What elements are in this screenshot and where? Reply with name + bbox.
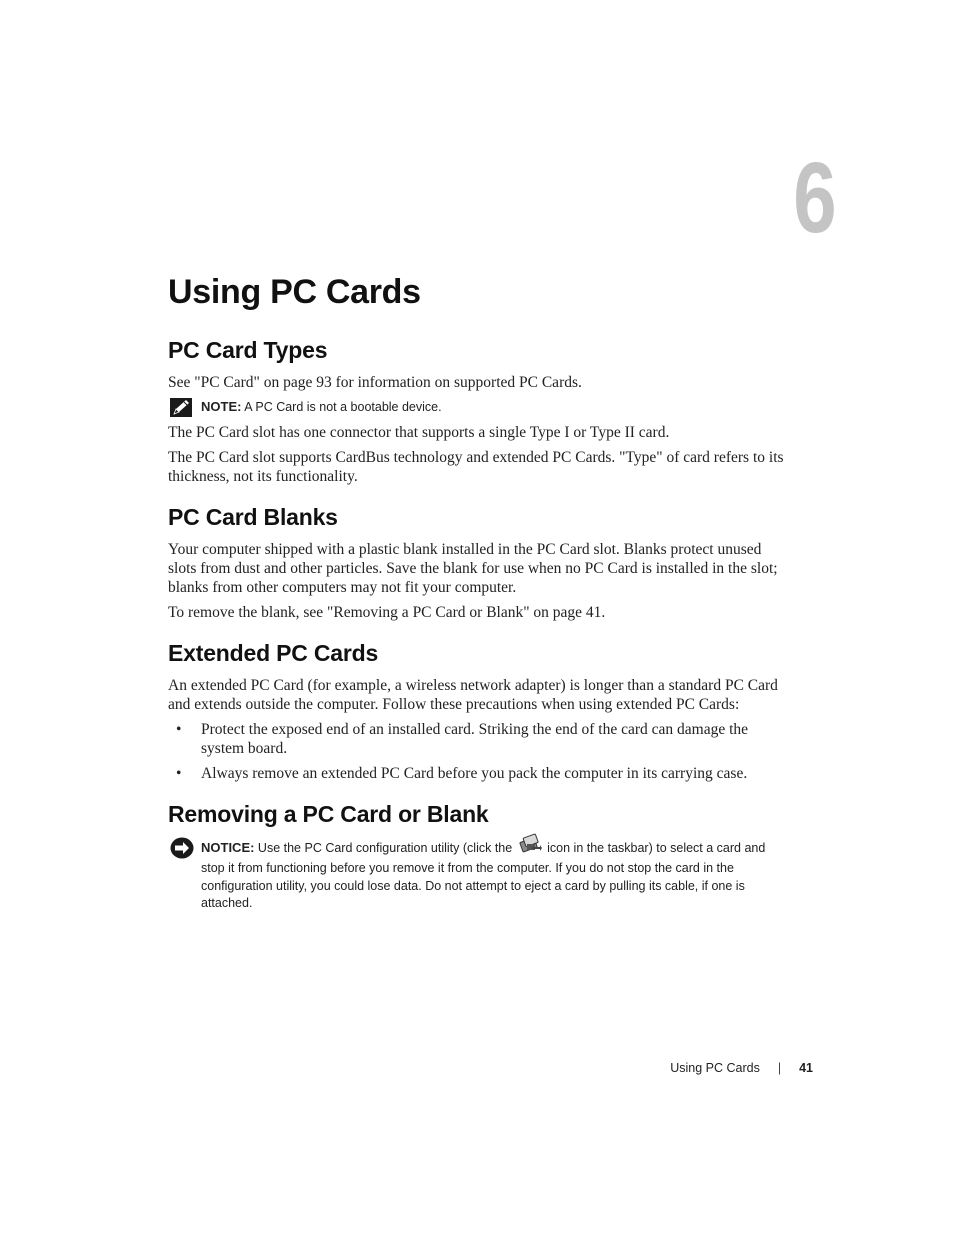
notice-arrow-icon [170,837,194,865]
note-label: NOTE: [201,399,242,414]
pc-card-taskbar-icon [518,831,542,861]
cross-reference-paragraph: To remove the blank, see "Removing a PC Card or Blank" on page 41. [168,603,606,621]
list-item-text: Protect the exposed end of an installed card. Striking the end of the card can damage the system board. [201,720,749,757]
footer-section-title: Using PC Cards [670,1061,760,1075]
page-content [168,335,788,929]
notice-callout [168,837,788,913]
paragraph: An extended PC Card (for example, a wireless network adapter) is longer than a standard PC Card and extends outside the computer. Follow these precautions when using extended PC Cards: [168,676,778,713]
paragraph: See "PC Card" on page 93 for information on supported PC Cards. [168,374,582,391]
notice-text-continued: icon in the taskbar) to select a card and stop it from functioning before you remove it from the computer. If you do not stop the card in the configuration utility, you could lose data. Do not attempt to eject a card by pulling its cable, if one is attached. [201,840,766,910]
bullet-icon: • [176,720,182,738]
paragraph: The PC Card slot has one connector that supports a single Type I or Type II card. [168,423,670,441]
bullet-icon: • [176,764,182,782]
heading-pc-card-types: PC Card Types [168,337,328,363]
note-text: A PC Card is not a bootable device. [241,400,442,414]
chapter-number: 6 [793,142,837,254]
pencil-note-icon [170,398,192,423]
precautions-list [168,720,788,783]
section-pc-card-types [168,335,788,486]
notice-text: Use the PC Card configuration utility (click the [254,840,516,855]
section-extended-pc-cards [168,638,788,783]
paragraph: The PC Card slot supports CardBus technology and extended PC Cards. "Type" of card refers to its thickness, not its functionality. [168,448,784,485]
section-removing-pc-card [168,799,788,913]
paragraph: Your computer shipped with a plastic blank installed in the PC Card slot. Blanks protect unused slots from dust and other particles. Save the blank for use when no PC Card is installed in the slot; blanks from other computers may not fit your computer. [168,540,778,596]
notice-label: NOTICE: [201,839,255,855]
page-footer [670,1061,813,1075]
section-pc-card-blanks [168,502,788,622]
page-number: 41 [799,1061,813,1075]
heading-removing-pc-card: Removing a PC Card or Blank [168,800,489,827]
footer-separator: | [777,1061,782,1075]
heading-pc-card-blanks: PC Card Blanks [168,503,338,530]
note-callout [168,398,788,417]
list-item-text: Always remove an extended PC Card before you pack the computer in its carrying case. [201,764,748,782]
list-item [168,720,788,758]
chapter-title: Using PC Cards [168,273,421,311]
list-item [168,764,788,783]
heading-extended-pc-cards: Extended PC Cards [168,639,379,666]
